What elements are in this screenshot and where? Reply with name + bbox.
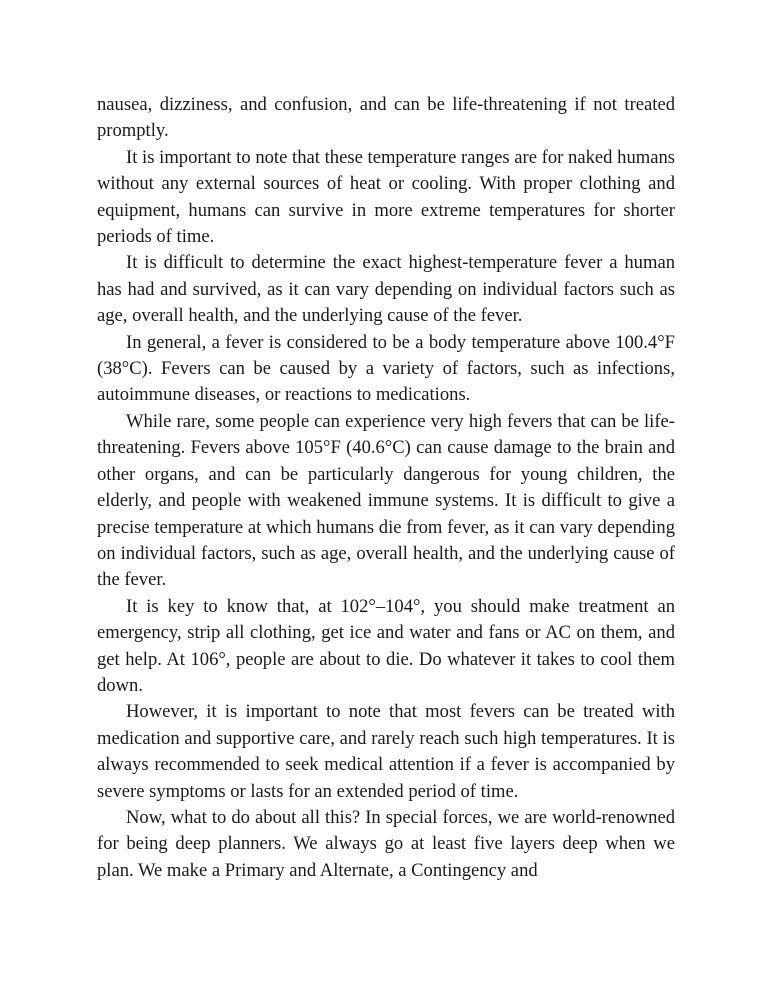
paragraph-special-forces-planning: Now, what to do about all this? In special forces, we are world-renowned for being deep planners. We always go at least five layers deep when we plan. We make a Primary and Alternate, a Contingency and (97, 806, 675, 881)
paragraph-fever-definition: In general, a fever is considered to be a body temperature above 100.4°F (38°C). Fevers can be caused by a variety of factors, such as infections, autoimmune diseases, or reactions to medications. (97, 331, 675, 406)
paragraph-high-fevers: While rare, some people can experience very high fevers that can be life-threatening. Fevers above 105°F (40.6°C) can cause damage to the brain and other organs, and can be particularly dangerous for young children, the elderly, and people with weakened immune systems. It is difficult to give a precise temperature at which humans die from fever, as it can vary depending on individual factors, such as age, overall health, and the underlying cause of the fever. (97, 410, 675, 591)
document-page (97, 92, 675, 884)
paragraph-highest-fever: It is difficult to determine the exact highest-temperature fever a human has had and survived, as it can vary depending on individual factors such as age, overall health, and the underlying cause of the fever. (97, 252, 675, 327)
paragraph-medical-attention: However, it is important to note that most fevers can be treated with medication and supportive care, and rarely reach such high temperatures. It is always recommended to seek medical attention if a fever is accompanied by severe symptoms or lasts for an extended period of time. (97, 701, 675, 802)
paragraph-temperature-ranges: It is important to note that these temperature ranges are for naked humans without any external sources of heat or cooling. With proper clothing and equipment, humans can survive in more extreme temperatures for shorter periods of time. (97, 146, 675, 248)
paragraph-continued: nausea, dizziness, and confusion, and can be life-threatening if not treated promptly. (97, 94, 675, 142)
paragraph-emergency-treatment: It is key to know that, at 102°–104°, you should make treatment an emergency, strip all clothing, get ice and water and fans or AC on them, and get help. At 106°, people are about to die. Do whatever it takes to cool them down. (97, 595, 675, 696)
